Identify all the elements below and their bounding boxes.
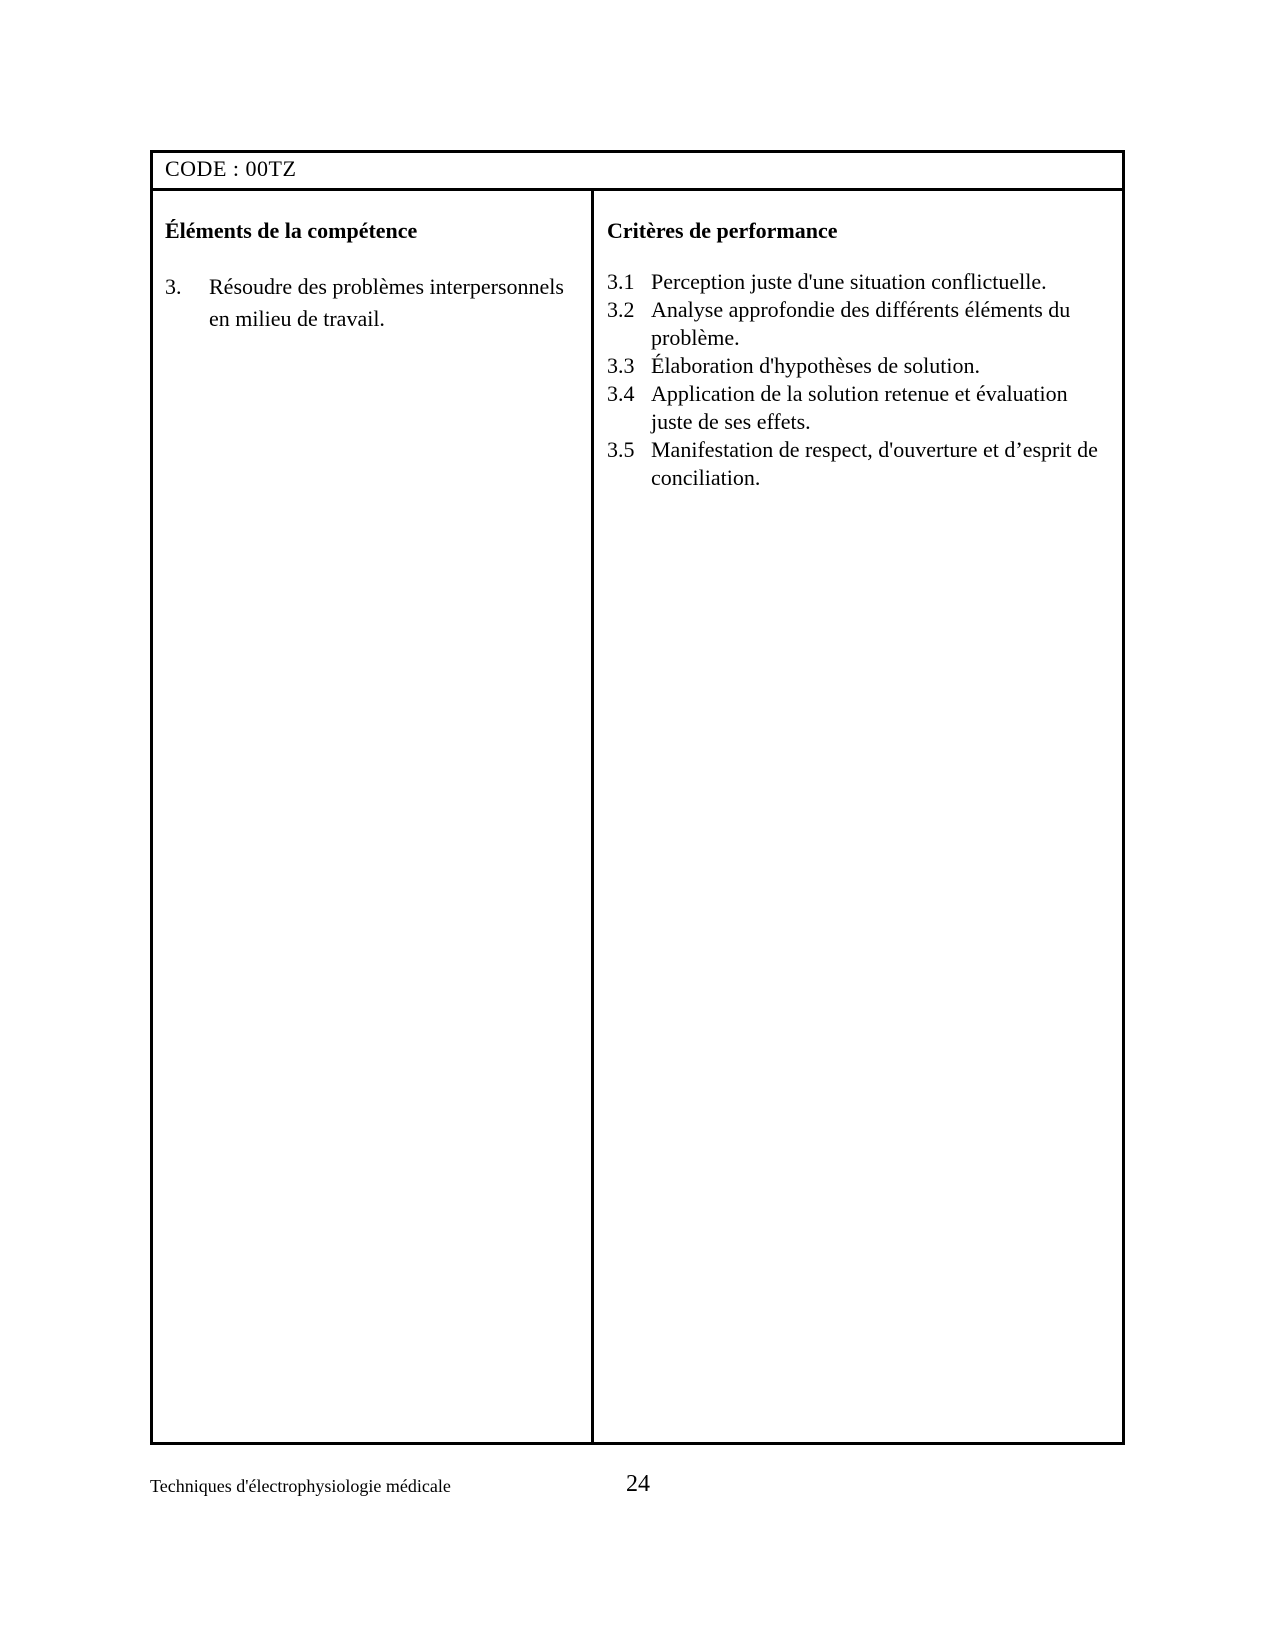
footer-title: Techniques d'électrophysiologie médicale <box>150 1476 451 1496</box>
criterion-text: Élaboration d'hypothèses de solution. <box>651 353 981 378</box>
criteria-column <box>607 191 1107 492</box>
code-label: CODE : 00TZ <box>153 153 1122 191</box>
criteria-list <box>607 268 1107 492</box>
criterion-item <box>607 436 1107 492</box>
criterion-number: 3.3 <box>607 353 635 378</box>
element-number: 3. <box>165 274 182 299</box>
elements-heading: Éléments de la compétence <box>165 218 418 243</box>
criterion-item <box>607 296 1107 352</box>
criterion-number: 3.2 <box>607 297 635 322</box>
page-number: 24 <box>626 1471 650 1497</box>
criterion-item <box>607 352 1107 380</box>
criterion-text: Manifestation de respect, d'ouverture et d’esprit de conciliation. <box>651 437 1098 490</box>
criterion-text: Perception juste d'une situation conflictuelle. <box>651 269 1047 294</box>
criteria-heading: Critères de performance <box>607 218 838 243</box>
elements-column <box>165 191 581 335</box>
criterion-number: 3.4 <box>607 381 635 406</box>
column-divider <box>591 191 594 1442</box>
competency-table <box>150 150 1125 1445</box>
criterion-number: 3.5 <box>607 437 635 462</box>
element-text: Résoudre des problèmes interpersonnels en milieu de travail. <box>209 274 564 331</box>
criterion-item <box>607 380 1107 436</box>
criterion-text: Application de la solution retenue et évaluation juste de ses effets. <box>651 381 1068 434</box>
criterion-item <box>607 268 1107 296</box>
criterion-text: Analyse approfondie des différents éléments du problème. <box>651 297 1071 350</box>
criterion-number: 3.1 <box>607 269 635 294</box>
element-item <box>165 271 581 335</box>
